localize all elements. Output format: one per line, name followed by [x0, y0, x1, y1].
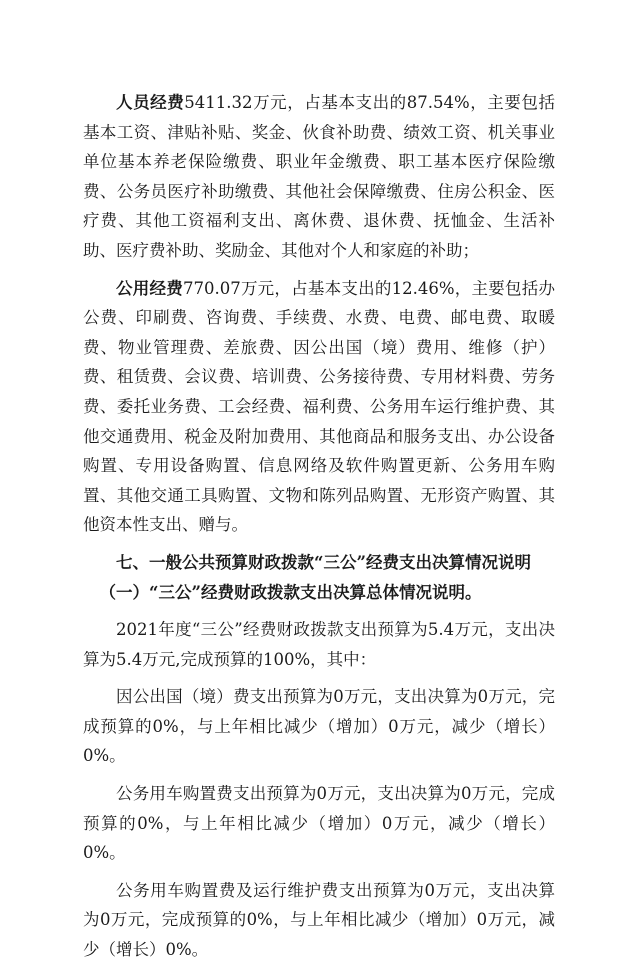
public-expense-text: 770.07万元，占基本支出的12.46%，主要包括办公费、印刷费、咨询费、手续费、水费、电费、邮电费、取暖费、物业管理费、差旅费、因公出国（境）费用、维修（护）费、租赁费、会议费、培训费、公务接待费、专用材料费、劳务费、委托业务费、工会经费、福利费、公务用车运行维护费、其他交通费用、税金及附加费用、其他商品和服务支出、办公设备购置、专用设备购置、信息网络及软件购置更新、公务用车购置、其他交通工具购置、文物和陈列品购置、无形资产购置、其他资本性支出、赠与。 [83, 278, 555, 535]
sub-heading: （一）“三公”经费财政拨款支出决算总体情况说明。 [99, 582, 482, 602]
document-page [83, 88, 555, 965]
personnel-expense-paragraph [83, 88, 555, 266]
vehicle-purchase-maintenance-paragraph: 公务用车购置费及运行维护费支出预算为0万元，支出决算为0万元，完成预算的0%，与上年相比减少（增加）0万元，减少（增长）0%。 [83, 880, 555, 960]
personnel-expense-label: 人员经费 [116, 93, 185, 112]
public-expense-paragraph [83, 274, 555, 540]
section-heading: 七、一般公共预算财政拨款“三公”经费支出决算情况说明 [116, 552, 531, 572]
abroad-expense-paragraph: 因公出国（境）费支出预算为0万元，支出决算为0万元，完成预算的0%，与上年相比减少（增加）0万元，减少（增长）0%。 [83, 687, 555, 766]
vehicle-purchase-paragraph: 公务用车购置费支出预算为0万元，支出决算为0万元，完成预算的0%，与上年相比减少（增加）0万元，减少（增长）0%。 [83, 784, 555, 863]
public-expense-label: 公用经费 [116, 278, 183, 298]
personnel-expense-text: 5411.32万元，占基本支出的87.54%，主要包括基本工资、津贴补贴、奖金、伙食补助费、绩效工资、机关事业单位基本养老保险缴费、职业年金缴费、职工基本医疗保险缴费、公务员医疗补助缴费、其他社会保障缴费、住房公积金、医疗费、其他工资福利支出、离休费、退休费、抚恤金、生活补助、医疗费补助、奖励金、其他对个人和家庭的补助； [83, 93, 556, 260]
summary-paragraph: 2021年度“三公”经费财政拨款支出预算为5.4万元，支出决算为5.4万元,完成预算的100%，其中： [83, 620, 555, 669]
